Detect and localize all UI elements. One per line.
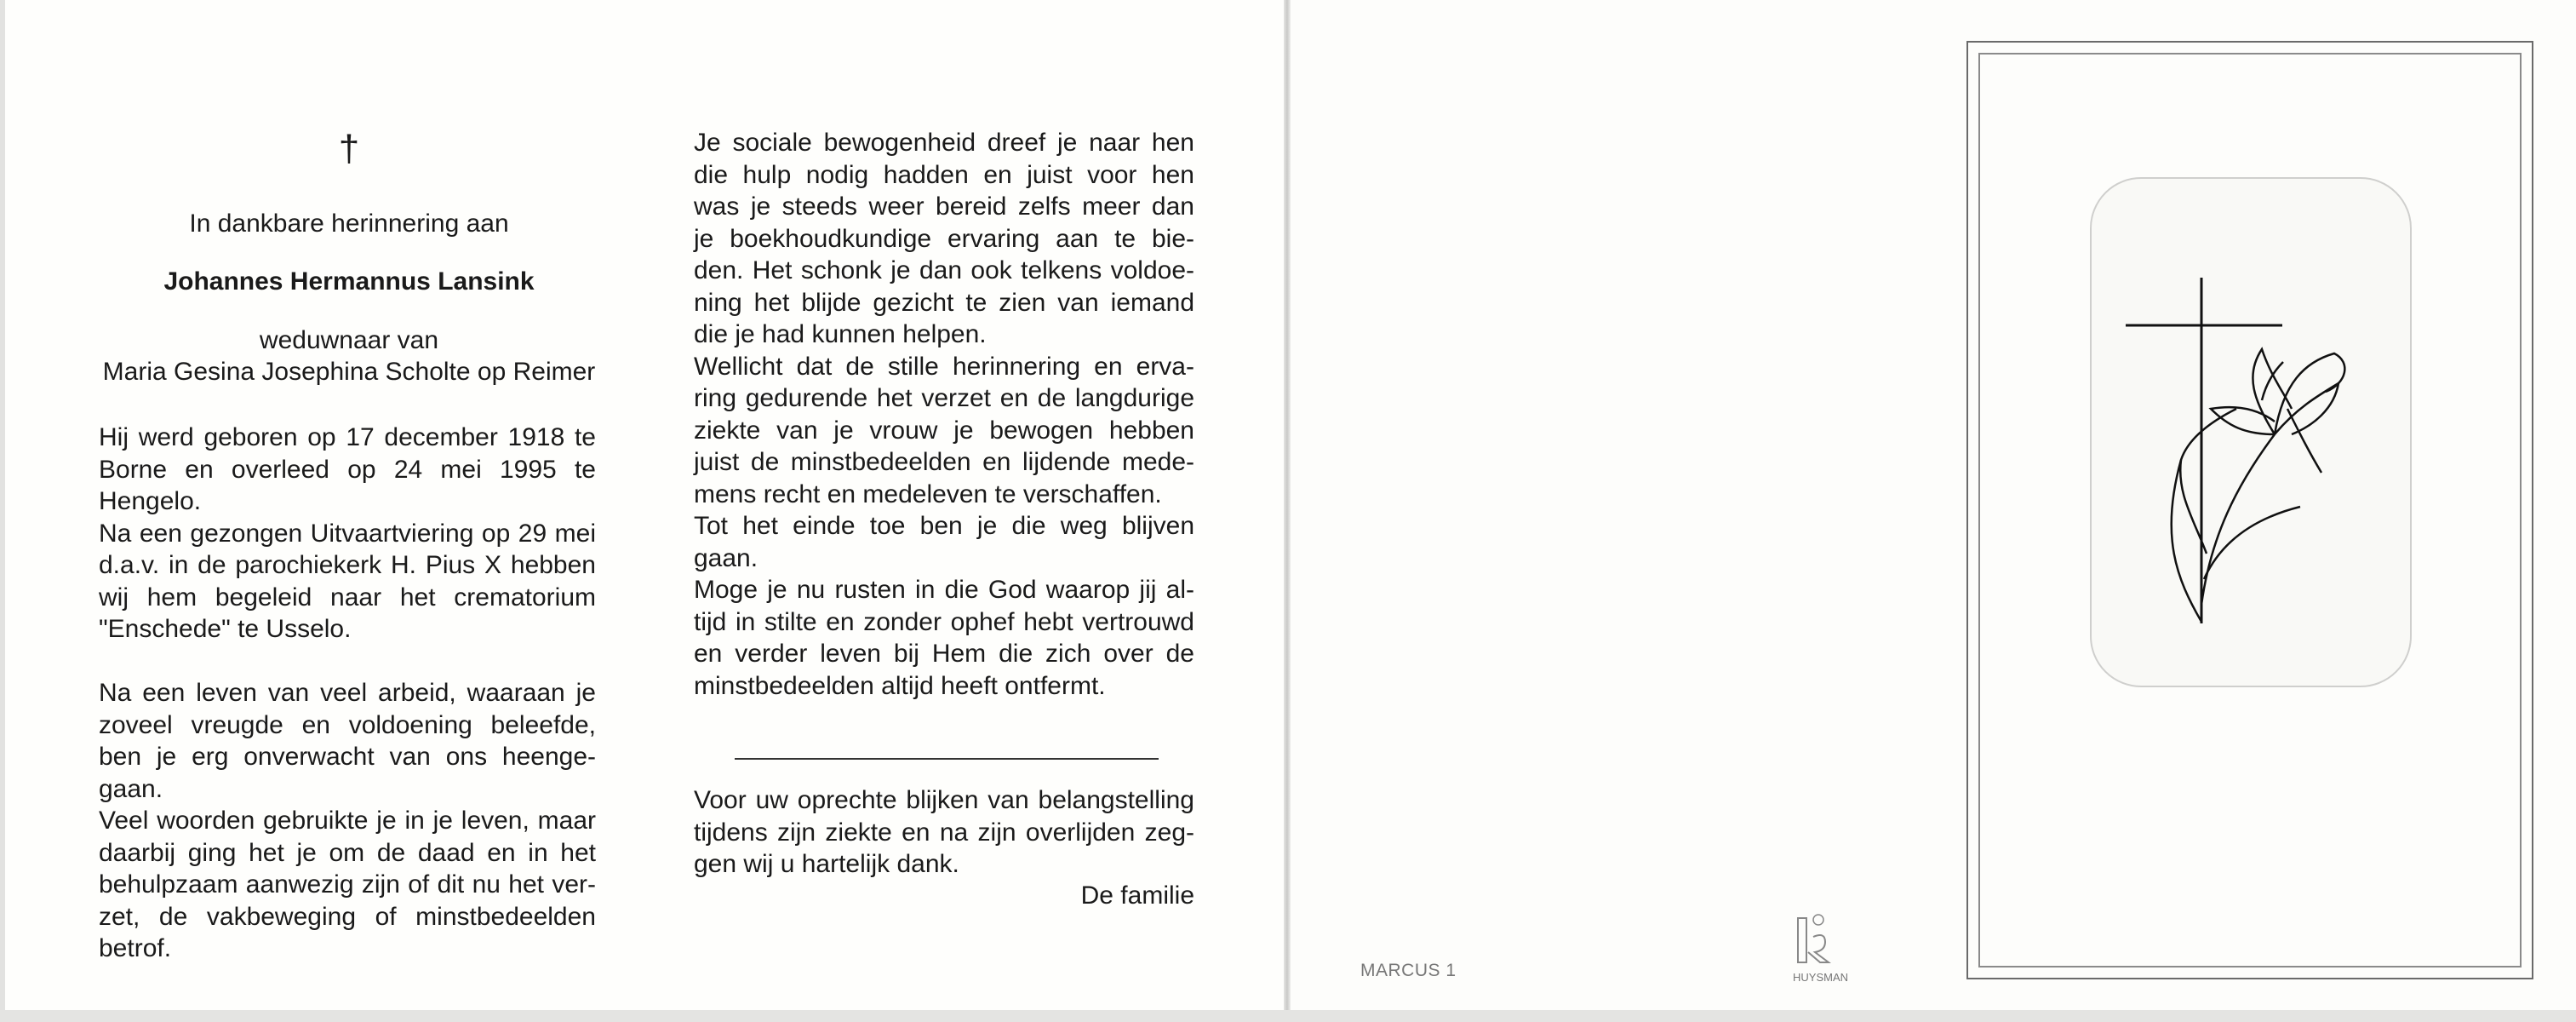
cross-lily-illustration [2090, 177, 2412, 687]
text-line: ring gedurende het verzet en de langdurige [694, 384, 1194, 412]
text-line: was je steeds weer bereid zelfs meer dan [694, 192, 1194, 221]
text-line: behulpzaam aanwezig zijn of dit nu het ver- [99, 870, 596, 899]
card-model-label: MARCUS 1 [1360, 961, 1457, 980]
text-line: gaan. [99, 774, 163, 803]
cross-icon [2126, 278, 2282, 623]
text-line: ben je erg onverwacht van ons heenge- [99, 743, 596, 771]
text-line: Borne en overleed op 24 mei 1995 te [99, 455, 596, 484]
text-line: juist de minstbedeelden en lijdende mede- [694, 448, 1194, 476]
text-line: je boekhoudkundige ervaring aan te bie- [694, 224, 1194, 253]
text-line: die je had kunnen helpen. [694, 320, 987, 348]
text-line: "Enschede" te Usselo. [99, 615, 352, 643]
text-line: den. Het schonk je dan ook telkens voldoe- [694, 256, 1194, 284]
text-line: gaan. [694, 543, 758, 572]
tribute-text [694, 127, 1194, 702]
relation-text: weduwnaar van [259, 326, 439, 354]
text-line: Hengelo. [99, 487, 202, 515]
text-line: ning het blijde gezicht te zien van iemand [694, 288, 1194, 317]
text-line: Je sociale bewogenheid dreef je naar hen [694, 129, 1194, 157]
text-line: Moge je nu rusten in die God waarop jij al- [694, 576, 1194, 604]
text-line: gen wij u hartelijk dank. [694, 850, 959, 878]
text-line: Voor uw oprechte blijken van belangstelling [694, 786, 1194, 814]
thanks-text [694, 784, 1194, 881]
text-line: tijdens zijn ziekte en na zijn overlijden zeg- [694, 818, 1194, 847]
text-line: Veel woorden gebruikte je in je leven, maar [99, 807, 596, 835]
lily-icon [2172, 349, 2345, 622]
text-line: zet, de vakbeweging of minstbedeelden [99, 902, 596, 931]
text-line: en verder leven bij Hem die zich over de [694, 640, 1194, 668]
text-line: Hij werd geboren op 17 december 1918 te [99, 423, 596, 451]
text-line: minstbedeelden altijd heeft ontfermt. [694, 671, 1106, 700]
text-line: mens recht en medeleven te verschaffen. [694, 479, 1162, 508]
card-edge [0, 0, 5, 1022]
separator-line [735, 758, 1159, 760]
text-line: daarbij ging het je om de daad en in het [99, 838, 596, 867]
intro-text: In dankbare herinnering aan [189, 210, 509, 238]
scan-bottom-edge [0, 1010, 2576, 1022]
text-line: betrof. [99, 934, 172, 962]
spouse-name: Maria Gesina Josephina Scholte op Reimer [102, 358, 596, 386]
text-line: zoveel vreugde en voldoening beleefde, [99, 710, 596, 739]
text-line: d.a.v. in de parochiekerk H. Pius X hebben [99, 551, 596, 579]
paragraph-gap [99, 646, 596, 678]
text-line: Wellicht dat de stille herinnering en erva- [694, 352, 1194, 381]
fold-divider [1284, 0, 1291, 1022]
text-line: tijd in stilte en zonder ophef hebt vertrouwd [694, 607, 1194, 636]
text-line: wij hem begeleid naar het crematorium [99, 583, 596, 611]
deceased-name: Johannes Hermannus Lansink [163, 267, 535, 296]
biography-text [99, 422, 596, 965]
text-line: Tot het einde toe ben je die weg blijven [694, 512, 1194, 540]
text-line: Na een leven van veel arbeid, waaraan je [99, 679, 596, 707]
publisher-logo [1788, 911, 1864, 996]
text-line: Na een gezongen Uitvaartviering op 29 mei [99, 519, 596, 548]
cross-symbol: † [338, 128, 360, 169]
text-line: ziekte van je vrouw je bewogen hebben [694, 416, 1194, 445]
text-line: die hulp nodig hadden en juist voor hen [694, 160, 1194, 189]
signature: De familie [1080, 881, 1194, 910]
svg-text:HUYSMAN: HUYSMAN [1793, 971, 1849, 984]
